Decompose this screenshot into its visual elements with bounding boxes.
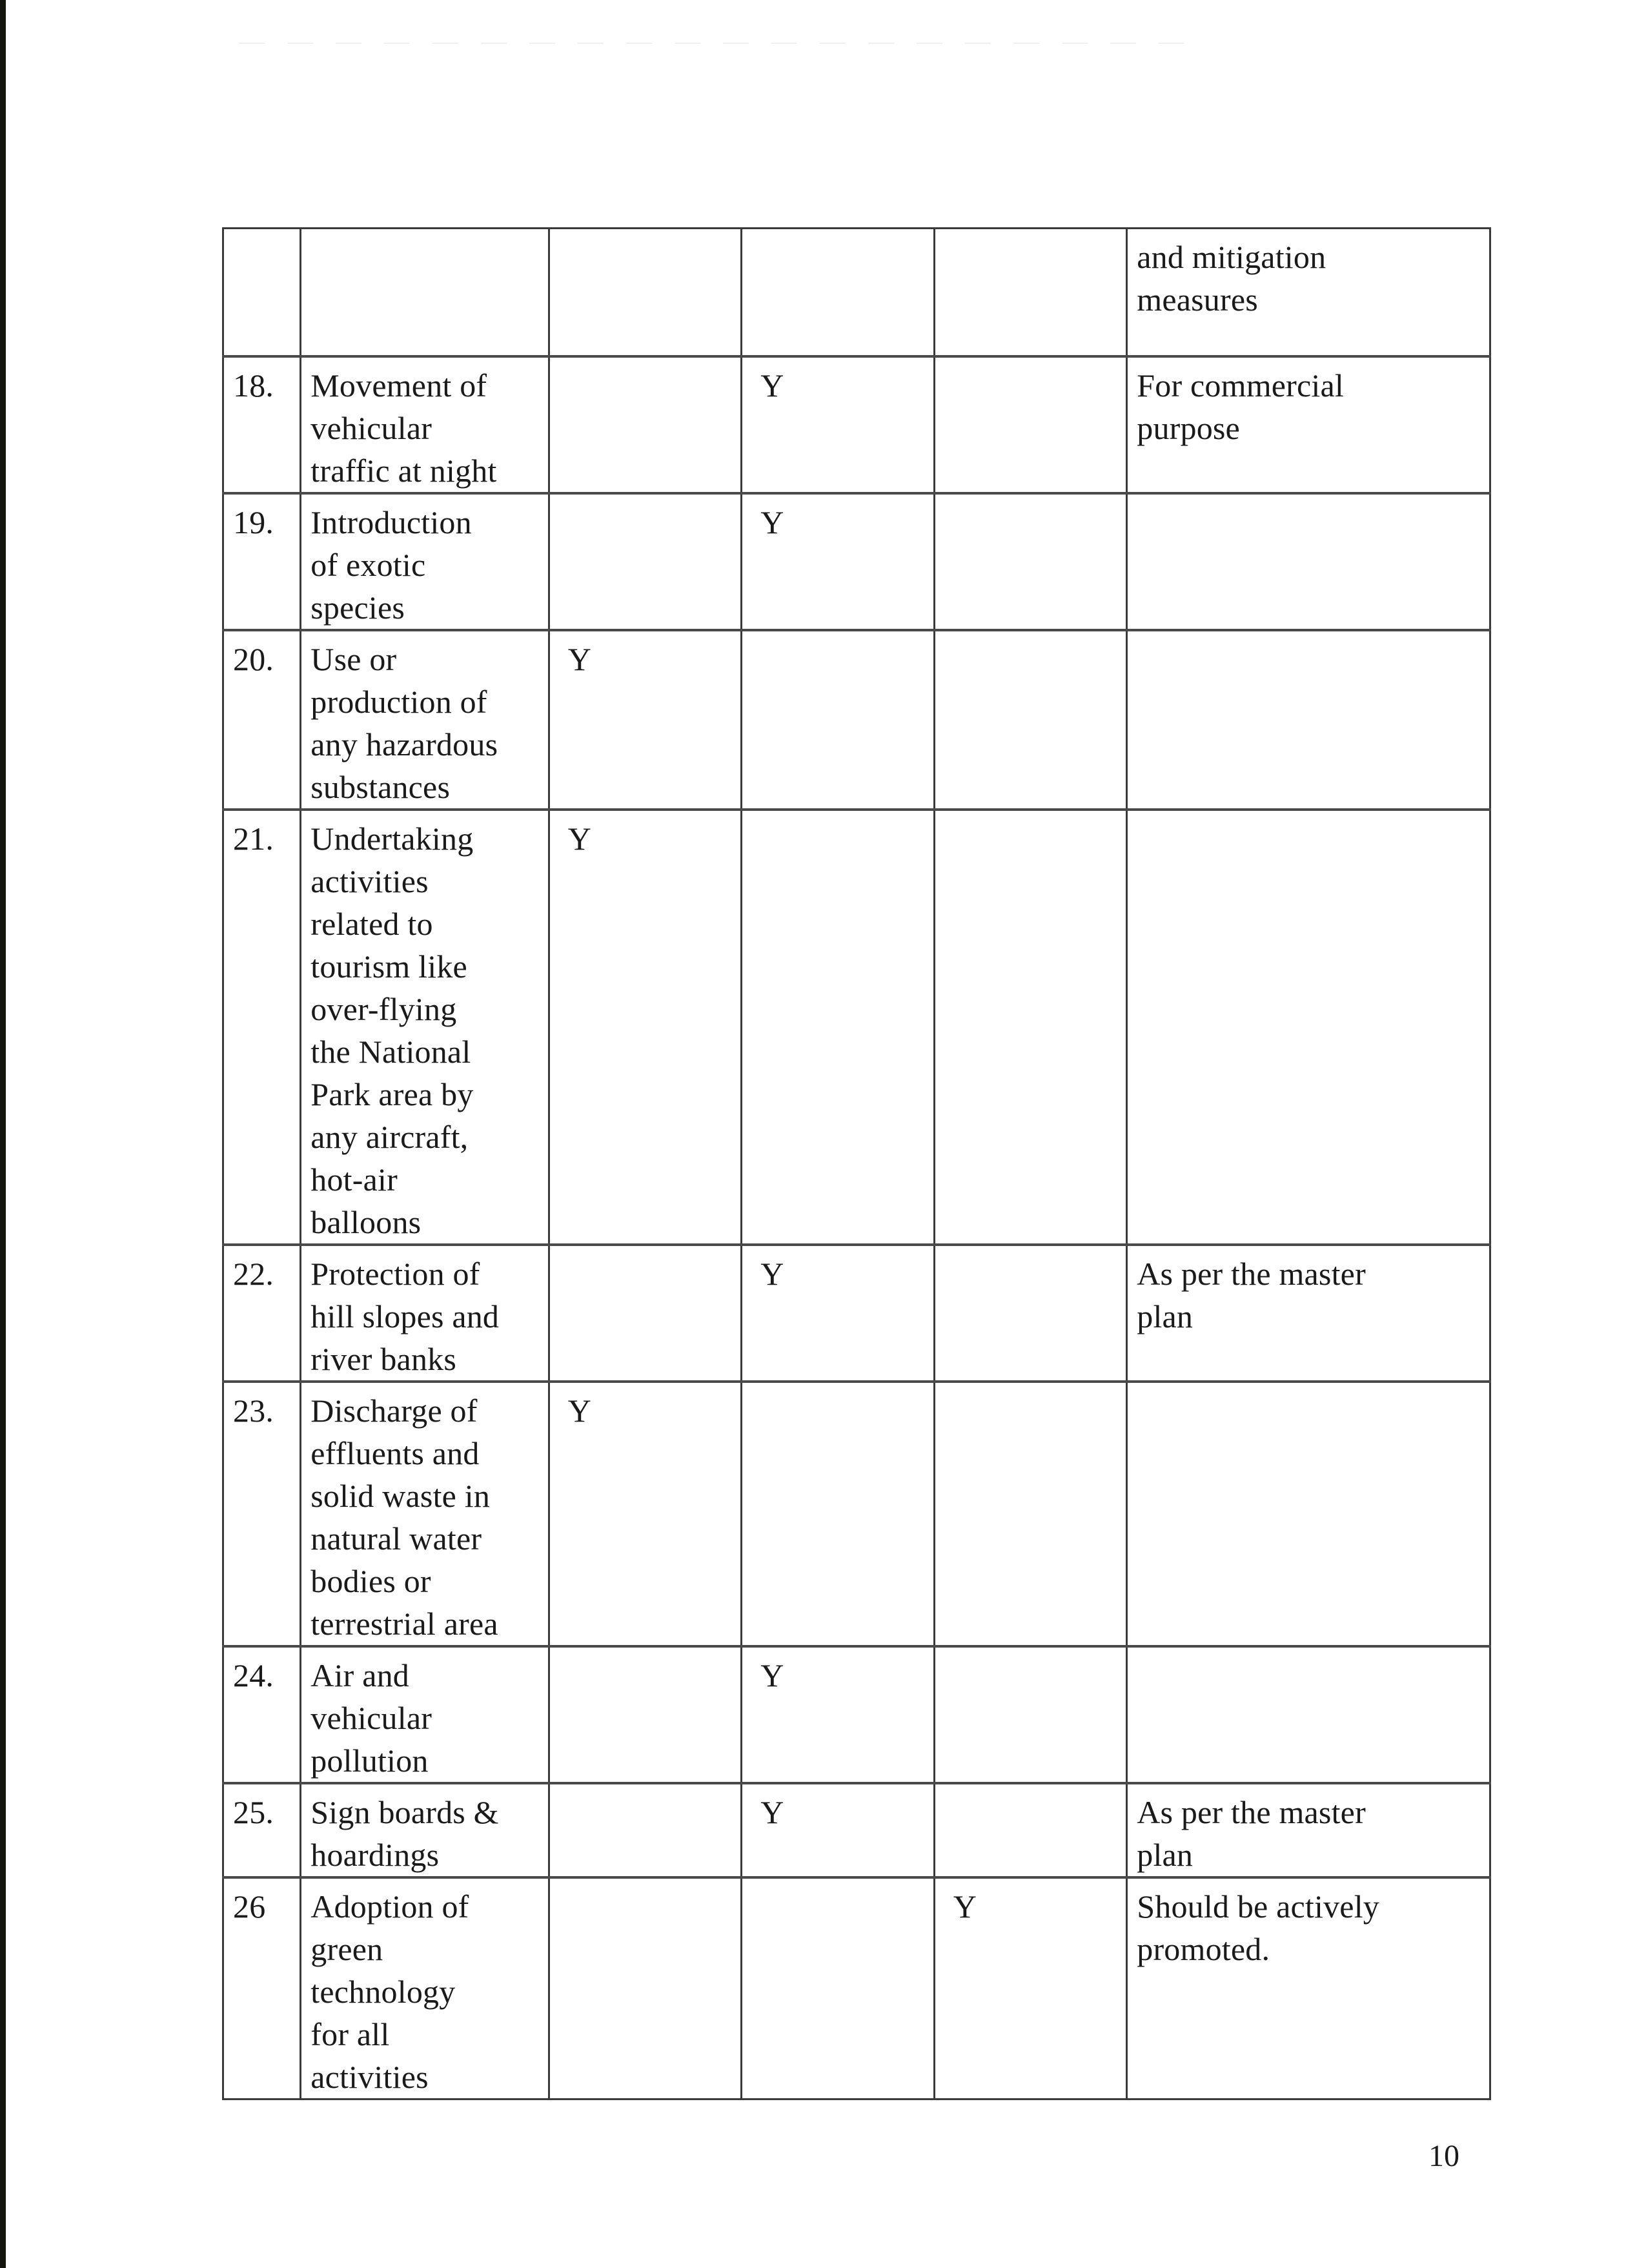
mark-col-b: Y — [760, 1255, 784, 1292]
activity-text: Discharge of effluents and solid waste in natural water bodies or terrestrial area — [310, 1392, 498, 1642]
cell-col-c — [934, 229, 1127, 356]
cell-col-c — [934, 356, 1127, 493]
cell-activity — [301, 1877, 549, 2099]
cell-col-b — [742, 1646, 935, 1783]
activity-text: Air and vehicular pollution — [310, 1657, 432, 1779]
cell-col-c — [934, 493, 1127, 630]
cell-col-b — [742, 810, 935, 1245]
serial-no: 19. — [233, 504, 274, 540]
mark-col-b: Y — [760, 504, 784, 540]
cell-remarks — [1127, 356, 1490, 493]
activity-text: Sign boards & hoardings — [310, 1793, 499, 1873]
cell-col-b — [742, 1245, 935, 1382]
cell-serial-no — [223, 1783, 301, 1877]
remarks-text: Should be actively promoted. — [1137, 1888, 1379, 1967]
mark-col-a: Y — [567, 1392, 592, 1429]
table-row — [223, 493, 1490, 630]
mark-col-b: Y — [760, 1793, 784, 1830]
serial-no: 20. — [233, 640, 274, 677]
mark-col-a: Y — [567, 820, 592, 857]
cell-activity — [301, 1646, 549, 1783]
cell-col-c — [934, 1783, 1127, 1877]
cell-col-a — [549, 1245, 742, 1382]
serial-no: 24. — [233, 1657, 274, 1693]
activity-text: Adoption of green technology for all activities — [310, 1888, 469, 2095]
cell-col-a — [549, 810, 742, 1245]
cell-remarks — [1127, 229, 1490, 356]
cell-remarks — [1127, 493, 1490, 630]
cell-remarks — [1127, 1646, 1490, 1783]
cell-activity — [301, 493, 549, 630]
table-row-continued — [223, 229, 1490, 356]
table-row — [223, 356, 1490, 493]
activity-text: Protection of hill slopes and river banks — [310, 1255, 500, 1377]
cell-serial-no — [223, 630, 301, 810]
cell-remarks — [1127, 630, 1490, 810]
cell-serial-no — [223, 493, 301, 630]
cell-col-c — [934, 1245, 1127, 1382]
serial-no: 22. — [233, 1255, 274, 1292]
serial-no: 23. — [233, 1392, 274, 1429]
cell-activity — [301, 229, 549, 356]
cell-activity — [301, 1783, 549, 1877]
cell-col-b — [742, 229, 935, 356]
table-row — [223, 810, 1490, 1245]
cell-remarks — [1127, 1245, 1490, 1382]
cell-col-a — [549, 356, 742, 493]
activity-text: Introduction of exotic species — [310, 504, 472, 626]
activity-text: Use or production of any hazardous substances — [310, 640, 498, 805]
cell-col-b — [742, 1382, 935, 1646]
cell-serial-no — [223, 810, 301, 1245]
table-body — [223, 229, 1490, 2099]
serial-no: 18. — [233, 367, 274, 404]
cell-activity — [301, 356, 549, 493]
cell-col-b — [742, 493, 935, 630]
cell-remarks — [1127, 810, 1490, 1245]
cell-col-a — [549, 1877, 742, 2099]
remarks-text: As per the master plan — [1137, 1793, 1366, 1873]
activity-text: Movement of vehicular traffic at night — [310, 367, 497, 489]
activity-text: Undertaking activities related to tourism like over-flying the National Park area by any aircraft, hot-air balloons — [310, 820, 474, 1240]
table-row — [223, 1646, 1490, 1783]
cell-col-c — [934, 810, 1127, 1245]
activity-regulation-table — [222, 227, 1491, 2100]
cell-col-c — [934, 1382, 1127, 1646]
cell-activity — [301, 810, 549, 1245]
cell-serial-no — [223, 1646, 301, 1783]
cell-col-c — [934, 630, 1127, 810]
cell-activity — [301, 630, 549, 810]
serial-no: 25. — [233, 1793, 274, 1830]
cell-col-b — [742, 1877, 935, 2099]
remarks-text: As per the master plan — [1137, 1255, 1366, 1334]
mark-col-c: Y — [953, 1888, 977, 1925]
table-row — [223, 1382, 1490, 1646]
mark-col-a: Y — [567, 640, 592, 677]
scan-artifact — [239, 43, 1194, 44]
cell-serial-no — [223, 1877, 301, 2099]
page-number: 10 — [1428, 2139, 1459, 2173]
table-row — [223, 1877, 1490, 2099]
table-row — [223, 630, 1490, 810]
cell-col-a — [549, 1382, 742, 1646]
remarks-text: and mitigation measures — [1137, 239, 1326, 318]
cell-activity — [301, 1245, 549, 1382]
mark-col-b: Y — [760, 1657, 784, 1693]
cell-col-a — [549, 1783, 742, 1877]
cell-col-c — [934, 1646, 1127, 1783]
scan-edge — [0, 0, 6, 2268]
cell-remarks — [1127, 1877, 1490, 2099]
cell-serial-no — [223, 356, 301, 493]
cell-serial-no — [223, 1245, 301, 1382]
table-row — [223, 1783, 1490, 1877]
cell-col-a — [549, 229, 742, 356]
cell-serial-no — [223, 1382, 301, 1646]
table-row — [223, 1245, 1490, 1382]
remarks-text: For commercial purpose — [1137, 367, 1344, 446]
mark-col-b: Y — [760, 367, 784, 404]
cell-col-b — [742, 356, 935, 493]
serial-no: 26 — [233, 1888, 266, 1925]
cell-activity — [301, 1382, 549, 1646]
cell-col-c — [934, 1877, 1127, 2099]
cell-serial-no — [223, 229, 301, 356]
cell-col-a — [549, 630, 742, 810]
cell-col-b — [742, 630, 935, 810]
cell-remarks — [1127, 1382, 1490, 1646]
cell-remarks — [1127, 1783, 1490, 1877]
cell-col-a — [549, 493, 742, 630]
cell-col-b — [742, 1783, 935, 1877]
serial-no: 21. — [233, 820, 274, 857]
cell-col-a — [549, 1646, 742, 1783]
